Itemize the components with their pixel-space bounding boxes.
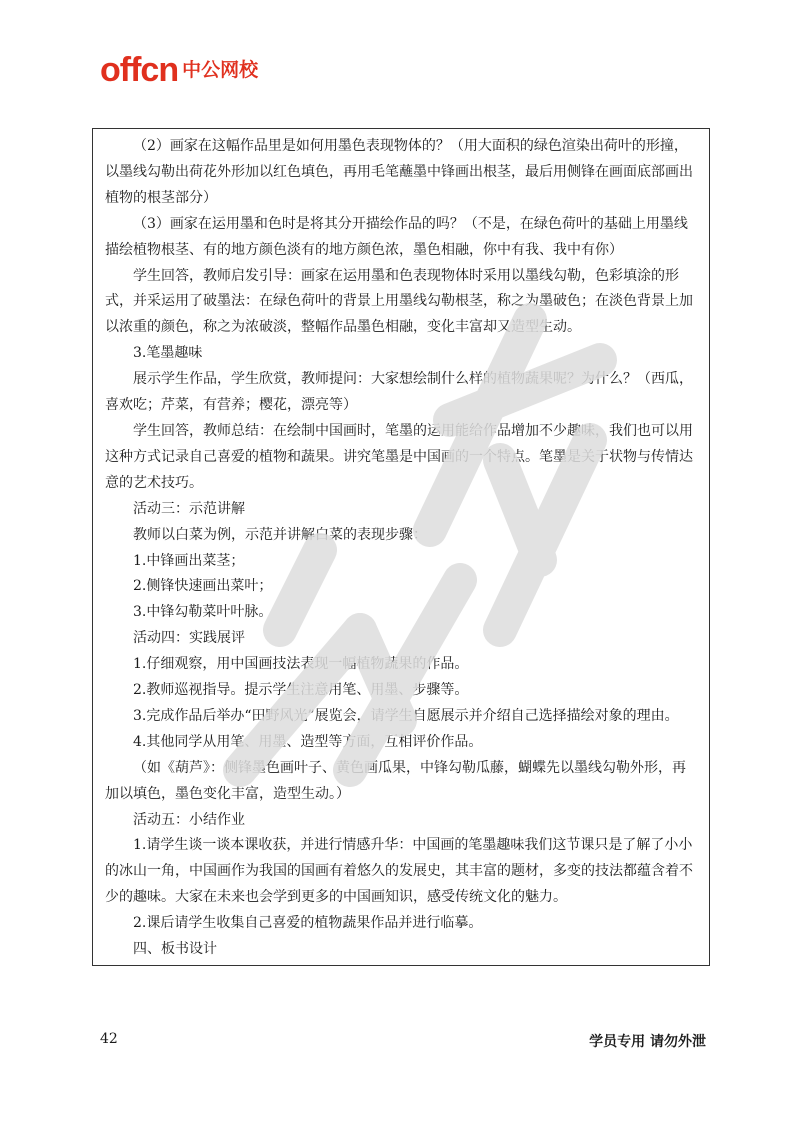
paragraph: 教师以白菜为例，示范并讲解白菜的表现步骤：	[133, 526, 427, 543]
paragraph: 2.侧锋快速画出菜叶；	[133, 578, 273, 595]
page-number: 42	[100, 1031, 118, 1047]
logo-wordmark: offcn	[100, 51, 179, 89]
paragraph: 1.请学生谈一谈本课收获，并进行情感升华：中国画的笔墨趣味我们这节课只是了解了小小的冰山一角，中国画作为我国的国画有着悠久的发展史，其丰富的题材，多变的技法都蕴含着不少的趣味。大家在未来也会学到更多的中国画知识，感受传统文化的魅力。	[105, 837, 693, 906]
brand-name: 中公网校	[182, 58, 259, 81]
paragraph: 学生回答，教师启发引导：画家在运用墨和色表现物体时采用以墨线勾勒，色彩填涂的形式，并采运用了破墨法：在绿色荷叶的背景上用墨线勾勒根茎，称之为墨破色；在淡色背景上加以浓重的颜色，称之为浓破淡，整幅作品墨色相融，变化丰富却又造型生动。	[105, 267, 693, 336]
paragraph: 1.仔细观察，用中国画技法表现一幅植物蔬果的作品。	[133, 656, 469, 673]
paragraph: 活动四：实践展评	[133, 630, 245, 647]
paragraph: （如《葫芦》：侧锋墨色画叶子、黄色画瓜果，中锋勾勒瓜藤，蝴蝶先以墨线勾勒外形，再加以填色，墨色变化丰富，造型生动。）	[105, 759, 686, 802]
paragraph: 2.课后请学生收集自己喜爱的植物蔬果作品并进行临摹。	[133, 915, 483, 932]
paragraph: 3.中锋勾勒菜叶叶脉。	[133, 604, 273, 621]
paragraph: 2.教师巡视指导。提示学生注意用笔、用墨、步骤等。	[133, 682, 469, 699]
paragraph: 1.中锋画出菜茎；	[133, 552, 245, 569]
confidential-note: 学员专用 请勿外泄	[589, 1034, 706, 1050]
paragraph: （3）画家在运用墨和色时是将其分开描绘作品的吗？（不是，在绿色荷叶的基础上用墨线描绘植物根茎、有的地方颜色淡有的地方颜色浓，墨色相融，你中有我、我中有你）	[105, 215, 688, 258]
paragraph: 展示学生作品，学生欣赏，教师提问：大家想绘制什么样的植物蔬果呢？为什么？（西瓜，喜欢吃；芹菜，有营养；樱花，漂亮等）	[105, 371, 693, 414]
paragraph: 活动五：小结作业	[133, 811, 245, 828]
paragraph: 3.笔墨趣味	[133, 345, 203, 362]
paragraph: 3.完成作品后举办“田野风光”展览会，请学生自愿展示并介绍自己选择描绘对象的理由。	[133, 707, 679, 724]
brand-logo	[100, 50, 258, 90]
paragraph: 4.其他同学从用笔、用墨、造型等方面，互相评价作品。	[133, 733, 483, 750]
lesson-content	[93, 129, 709, 963]
lesson-content-box	[92, 128, 710, 966]
paragraph: 活动三：示范讲解	[133, 500, 245, 517]
paragraph: 四、板书设计	[133, 941, 217, 958]
paragraph: 学生回答，教师总结：在绘制中国画时，笔墨的运用能给作品增加不少趣味，我们也可以用这种方式记录自己喜爱的植物和蔬果。讲究笔墨是中国画的一个特点。笔墨是关于状物与传情达意的艺术技巧。	[105, 422, 693, 491]
paragraph: （2）画家在这幅作品里是如何用墨色表现物体的？（用大面积的绿色渲染出荷叶的形撞，以墨线勾勒出荷花外形加以红色填色，再用毛笔蘸墨中锋画出根茎，最后用侧锋在画面底部画出植物的根茎部分）	[105, 138, 693, 206]
